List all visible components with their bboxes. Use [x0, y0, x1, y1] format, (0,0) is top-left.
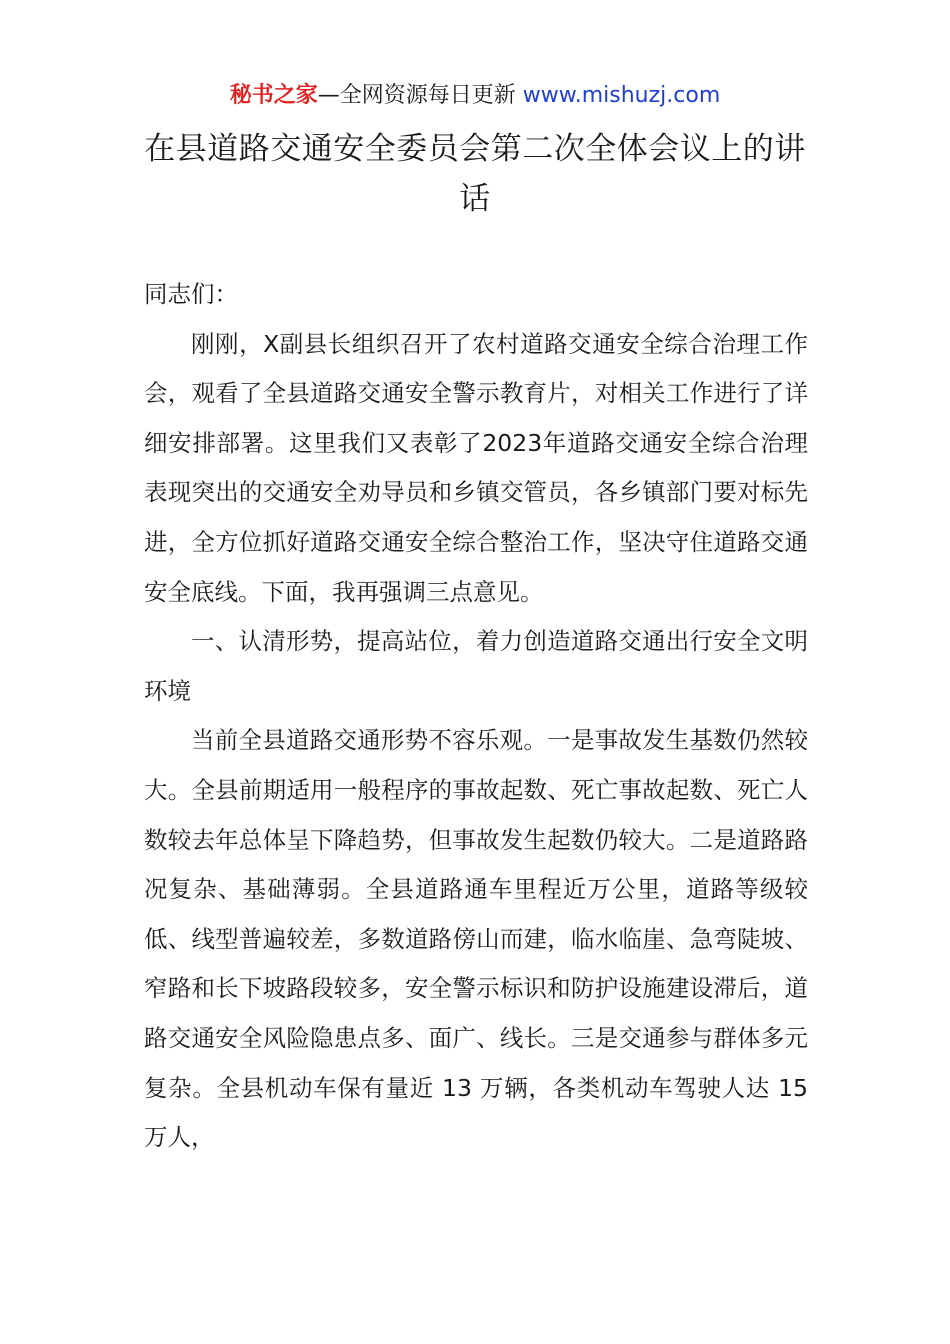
- document-title: 在县道路交通安全委员会第二次全体会议上的讲话: [144, 131, 806, 217]
- site-url-link[interactable]: www.mishuzj.com: [522, 83, 721, 108]
- section-heading-1: 一、认清形势，提高站位，着力创造道路交通出行安全文明环境: [144, 627, 808, 705]
- paragraph-situation: 当前全县道路交通形势不容乐观。一是事故发生基数仍然较大。全县前期适用一般程序的事故起数、死亡事故起数、死亡人数较去年总体呈下降趋势，但事故发生起数仍较大。二是道路路况复杂、基础薄弱。全县道路通车里程近万公里，道路等级较低、线型普遍较差，多数道路傍山而建，临水临崖、急弯陡坡、窄路和长下坡路段较多，安全警示标识和防护设施建设滞后，道路交通安全风险隐患点多、面广、线长。三是交通参与群体多元复杂。全县机动车保有量近 13 万辆，各类机动车驾驶人达 15 万人，: [144, 726, 808, 1152]
- header-tagline: —全网资源每日更新: [317, 83, 523, 108]
- site-header: [0, 80, 950, 112]
- salutation: 同志们：: [144, 280, 238, 308]
- paragraph-intro: 刚刚，X副县长组织召开了农村道路交通安全综合治理工作会，观看了全县道路交通安全警示教育片，对相关工作进行了详细安排部署。这里我们又表彰了2023年道路交通安全综合治理表现突出的交通安全劝导员和乡镇交管员，各乡镇部门要对标先进，全方位抓好道路交通安全综合整治工作，坚决守住道路交通安全底线。下面，我再强调三点意见。: [144, 329, 808, 606]
- brand-name: 秘书之家: [229, 83, 318, 108]
- document-body: [144, 270, 808, 1163]
